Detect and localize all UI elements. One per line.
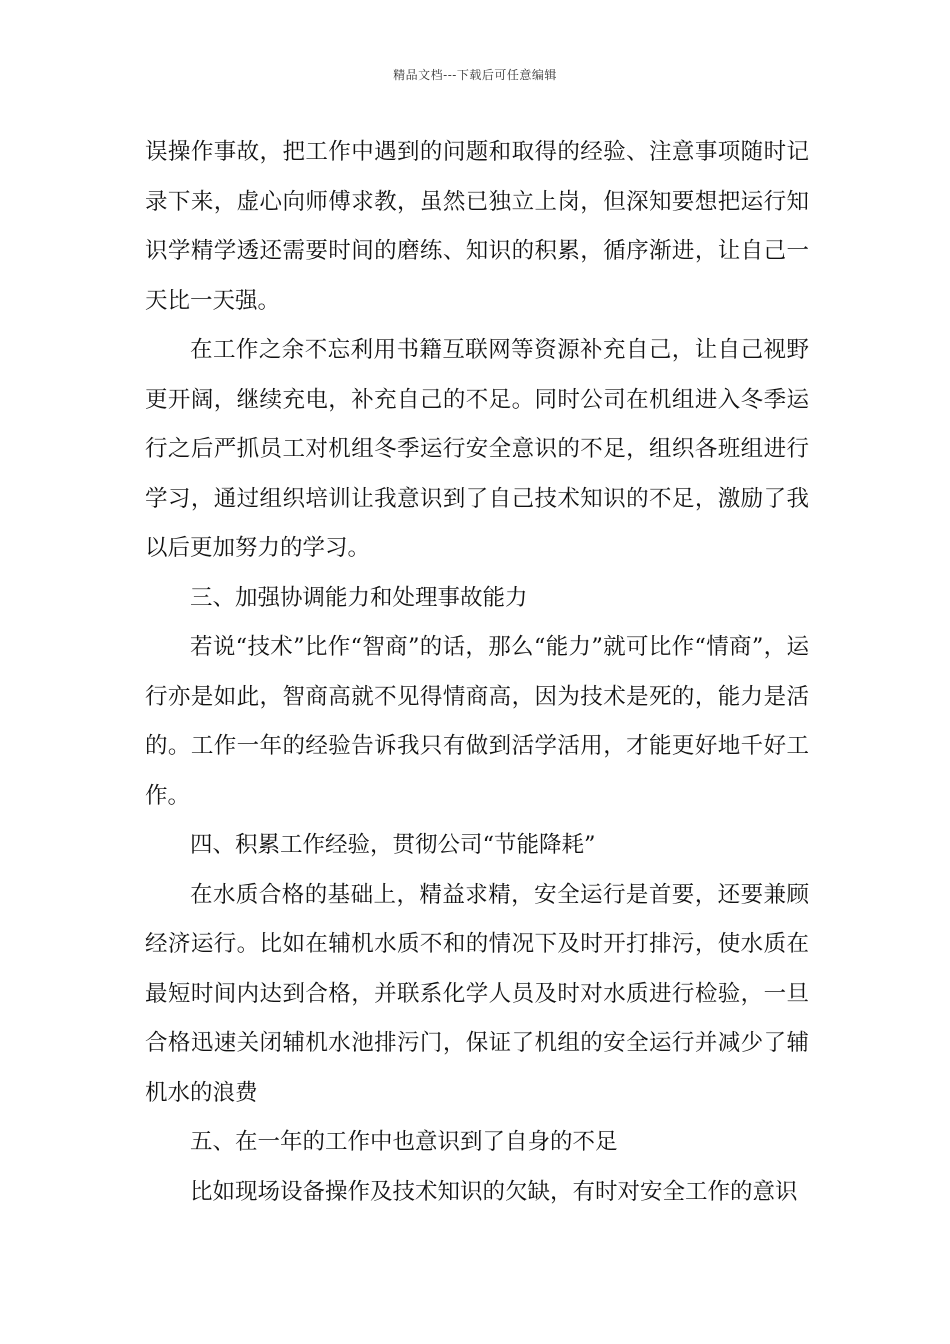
paragraph-6: 在水质合格的基础上，精益求精，安全运行是首要，还要兼顾经济运行。比如在辅机水质不和的情况下及时开打排污，使水质在最短时间内达到合格，并联系化学人员及时对水质进行检验，一旦合格迅速关闭辅机水池排污门，保证了机组的安全运行并减少了辅机水的浪费 — [145, 881, 809, 1106]
paragraph-4: 若说“技术”比作“智商”的话，那么“能力”就可比作“情商”，运行亦是如此，智商高就不见得情商高，因为技术是死的，能力是活的。工作一年的经验告诉我只有做到活学活用，才能更好地千好工作。 — [145, 634, 809, 809]
paragraph-2: 在工作之余不忘利用书籍互联网等资源补充自己，让自己视野更开阔，继续充电，补充自己的不足。同时公司在机组进入冬季运行之后严抓员工对机组冬季运行安全意识的不足，组织各班组进行学习，通过组织培训让我意识到了自己技术知识的不足，激励了我以后更加努力的学习。 — [145, 337, 809, 561]
document-body — [145, 128, 809, 1217]
page-header: 精品文档---下载后可任意编辑 — [393, 68, 557, 82]
section-heading-5: 五、在一年的工作中也意识到了自身的不足 — [190, 1129, 618, 1155]
section-heading-3: 三、加强协调能力和处理事故能力 — [190, 584, 528, 611]
paragraph-1: 误操作事故，把工作中遇到的问题和取得的经验、注意事项随时记录下来，虚心向师傅求教，虽然已独立上岗，但深知要想把运行知识学精学透还需要时间的磨练、知识的积累，循序渐进，让自己一天比一天强。 — [145, 139, 809, 314]
section-heading-4: 四、积累工作经验，贯彻公司“节能降耗” — [190, 832, 596, 858]
paragraph-8: 比如现场设备操作及技术知识的欠缺，有时对安全工作的意识 — [190, 1178, 798, 1205]
